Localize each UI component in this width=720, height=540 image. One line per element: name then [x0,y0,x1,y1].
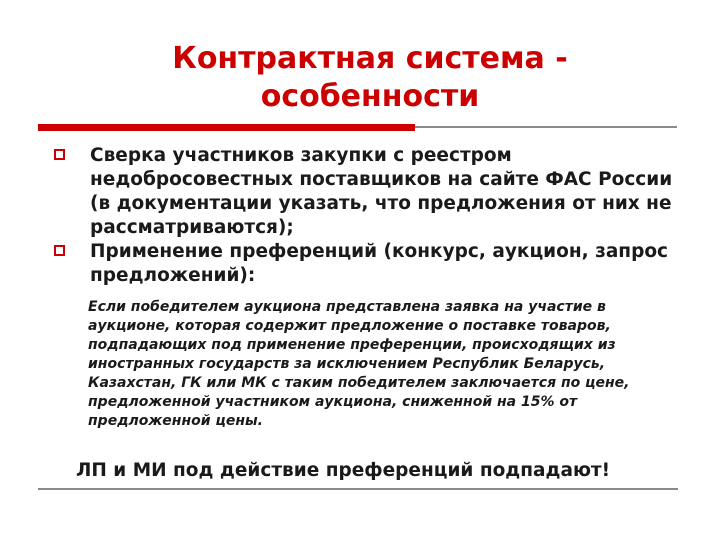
bullet-text: Применение преференций (конкурс, аукцион, запрос предложений): [90,241,669,286]
preference-note: Если победителем аукциона представлена заявка на участие в аукционе, которая содержит предложение о поставке товаров, подпадающих под применение преференции, происходящих из иностранных государств за исключением Республик Беларусь, Казахстан, ГК или МК с таким победителем заключается по цене, предложенной участником аукциона, сниженной на 15% от предложенной цены. [88,299,630,429]
bullet-item-registry-check [50,144,690,240]
conclusion-text: ЛП и МИ под действие преференций подпадают! [76,460,611,481]
bottom-divider-rule [38,488,678,490]
slide-title [60,40,680,116]
slide-title-line-1: Контрактная система - [172,41,568,76]
bullet-text: Сверка участников закупки с реестром недобросовестных поставщиков на сайте ФАС России (в документации указать, что предложения от них не рассматриваются); [90,145,673,238]
title-divider-rule [415,126,677,128]
bullet-item-preferences [50,240,690,288]
hollow-square-bullet-icon [54,149,65,160]
bullet-list [50,144,690,288]
slide-title-line-2: особенности [260,79,480,114]
hollow-square-bullet-icon [54,245,65,256]
title-accent-rule [38,124,415,131]
